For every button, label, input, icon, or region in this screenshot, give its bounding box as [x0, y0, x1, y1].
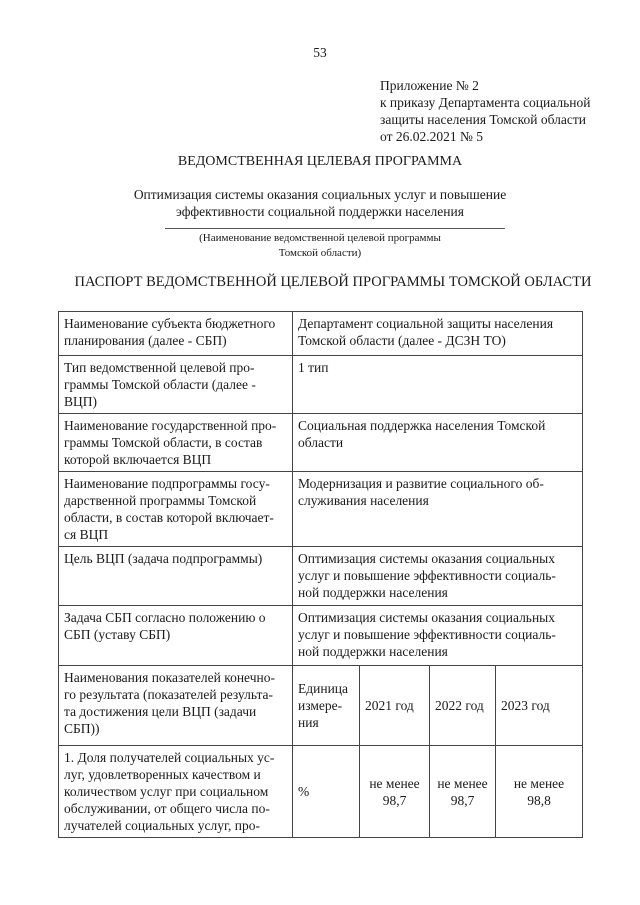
passport-title: ПАСПОРТ ВЕДОМСТВЕННОЙ ЦЕЛЕВОЙ ПРОГРАММЫ ТОМСКОЙ ОБЛАСТИ — [74, 274, 592, 290]
row-label: Наименование государственной про- граммы Томской области, в состав которой включается ВЦП — [59, 414, 293, 472]
row-value: 1 тип — [293, 356, 583, 414]
indicator-value: не менее 98,7 — [360, 746, 430, 838]
year-header: 2021 год — [360, 666, 430, 746]
row-value: Оптимизация системы оказания социальных услуг и повышение эффективности социаль- ной поддержки населения — [293, 606, 583, 666]
table-row — [59, 547, 583, 606]
row-label: Наименование субъекта бюджетного планирования (далее - СБП) — [59, 312, 293, 356]
row-value: Модернизация и развитие социального об- служивания населения — [293, 472, 583, 547]
document-heading: ВЕДОМСТВЕННАЯ ЦЕЛЕВАЯ ПРОГРАММА — [177, 154, 463, 169]
passport-table — [58, 311, 583, 838]
indicator-label: 1. Доля получателей социальных ус- луг, удовлетворенных качеством и количеством услуг при социальном обслуживании, от общего числа по- лучателей социальных услуг, про- — [59, 746, 293, 838]
indicator-value: не менее 98,8 — [496, 746, 583, 838]
program-name-caption: (Наименование ведомственной целевой программы Томской области) — [199, 232, 441, 259]
indicator-value: не менее 98,7 — [430, 746, 496, 838]
table-row — [59, 606, 583, 666]
row-value: Департамент социальной защиты населения Томской области (далее - ДСЗН ТО) — [293, 312, 583, 356]
indicators-header-row — [59, 666, 583, 746]
table-row — [59, 356, 583, 414]
table-row — [59, 414, 583, 472]
appendix-note: Приложение № 2 к приказу Департамента социальной защиты населения Томской области от 26.02.2021 № 5 — [380, 78, 591, 144]
row-label: Тип ведомственной целевой про- граммы Томской области (далее - ВЦП) — [59, 356, 293, 414]
unit-header: Единица измере- ния — [293, 666, 360, 746]
program-name: Оптимизация системы оказания социальных услуг и повышение эффективности социальной поддержки населения — [133, 187, 507, 219]
row-label: Задача СБП согласно положению о СБП (уставу СБП) — [59, 606, 293, 666]
divider-line — [165, 228, 505, 229]
indicator-unit: % — [293, 746, 360, 838]
indicator-header-label: Наименования показателей конечно- го результата (показателей результа- та достижения цели ВЦП (задачи СБП)) — [59, 666, 293, 746]
indicator-row — [59, 746, 583, 838]
year-header: 2022 год — [430, 666, 496, 746]
row-label: Наименование подпрограммы госу- дарственной программы Томской области, в состав которой включает- ся ВЦП — [59, 472, 293, 547]
page-number: 53 — [313, 45, 327, 60]
row-value: Социальная поддержка населения Томской области — [293, 414, 583, 472]
table-row — [59, 312, 583, 356]
year-header: 2023 год — [496, 666, 583, 746]
table-row — [59, 472, 583, 547]
row-label: Цель ВЦП (задача подпрограммы) — [59, 547, 293, 606]
row-value: Оптимизация системы оказания социальных услуг и повышение эффективности социаль- ной поддержки населения — [293, 547, 583, 606]
